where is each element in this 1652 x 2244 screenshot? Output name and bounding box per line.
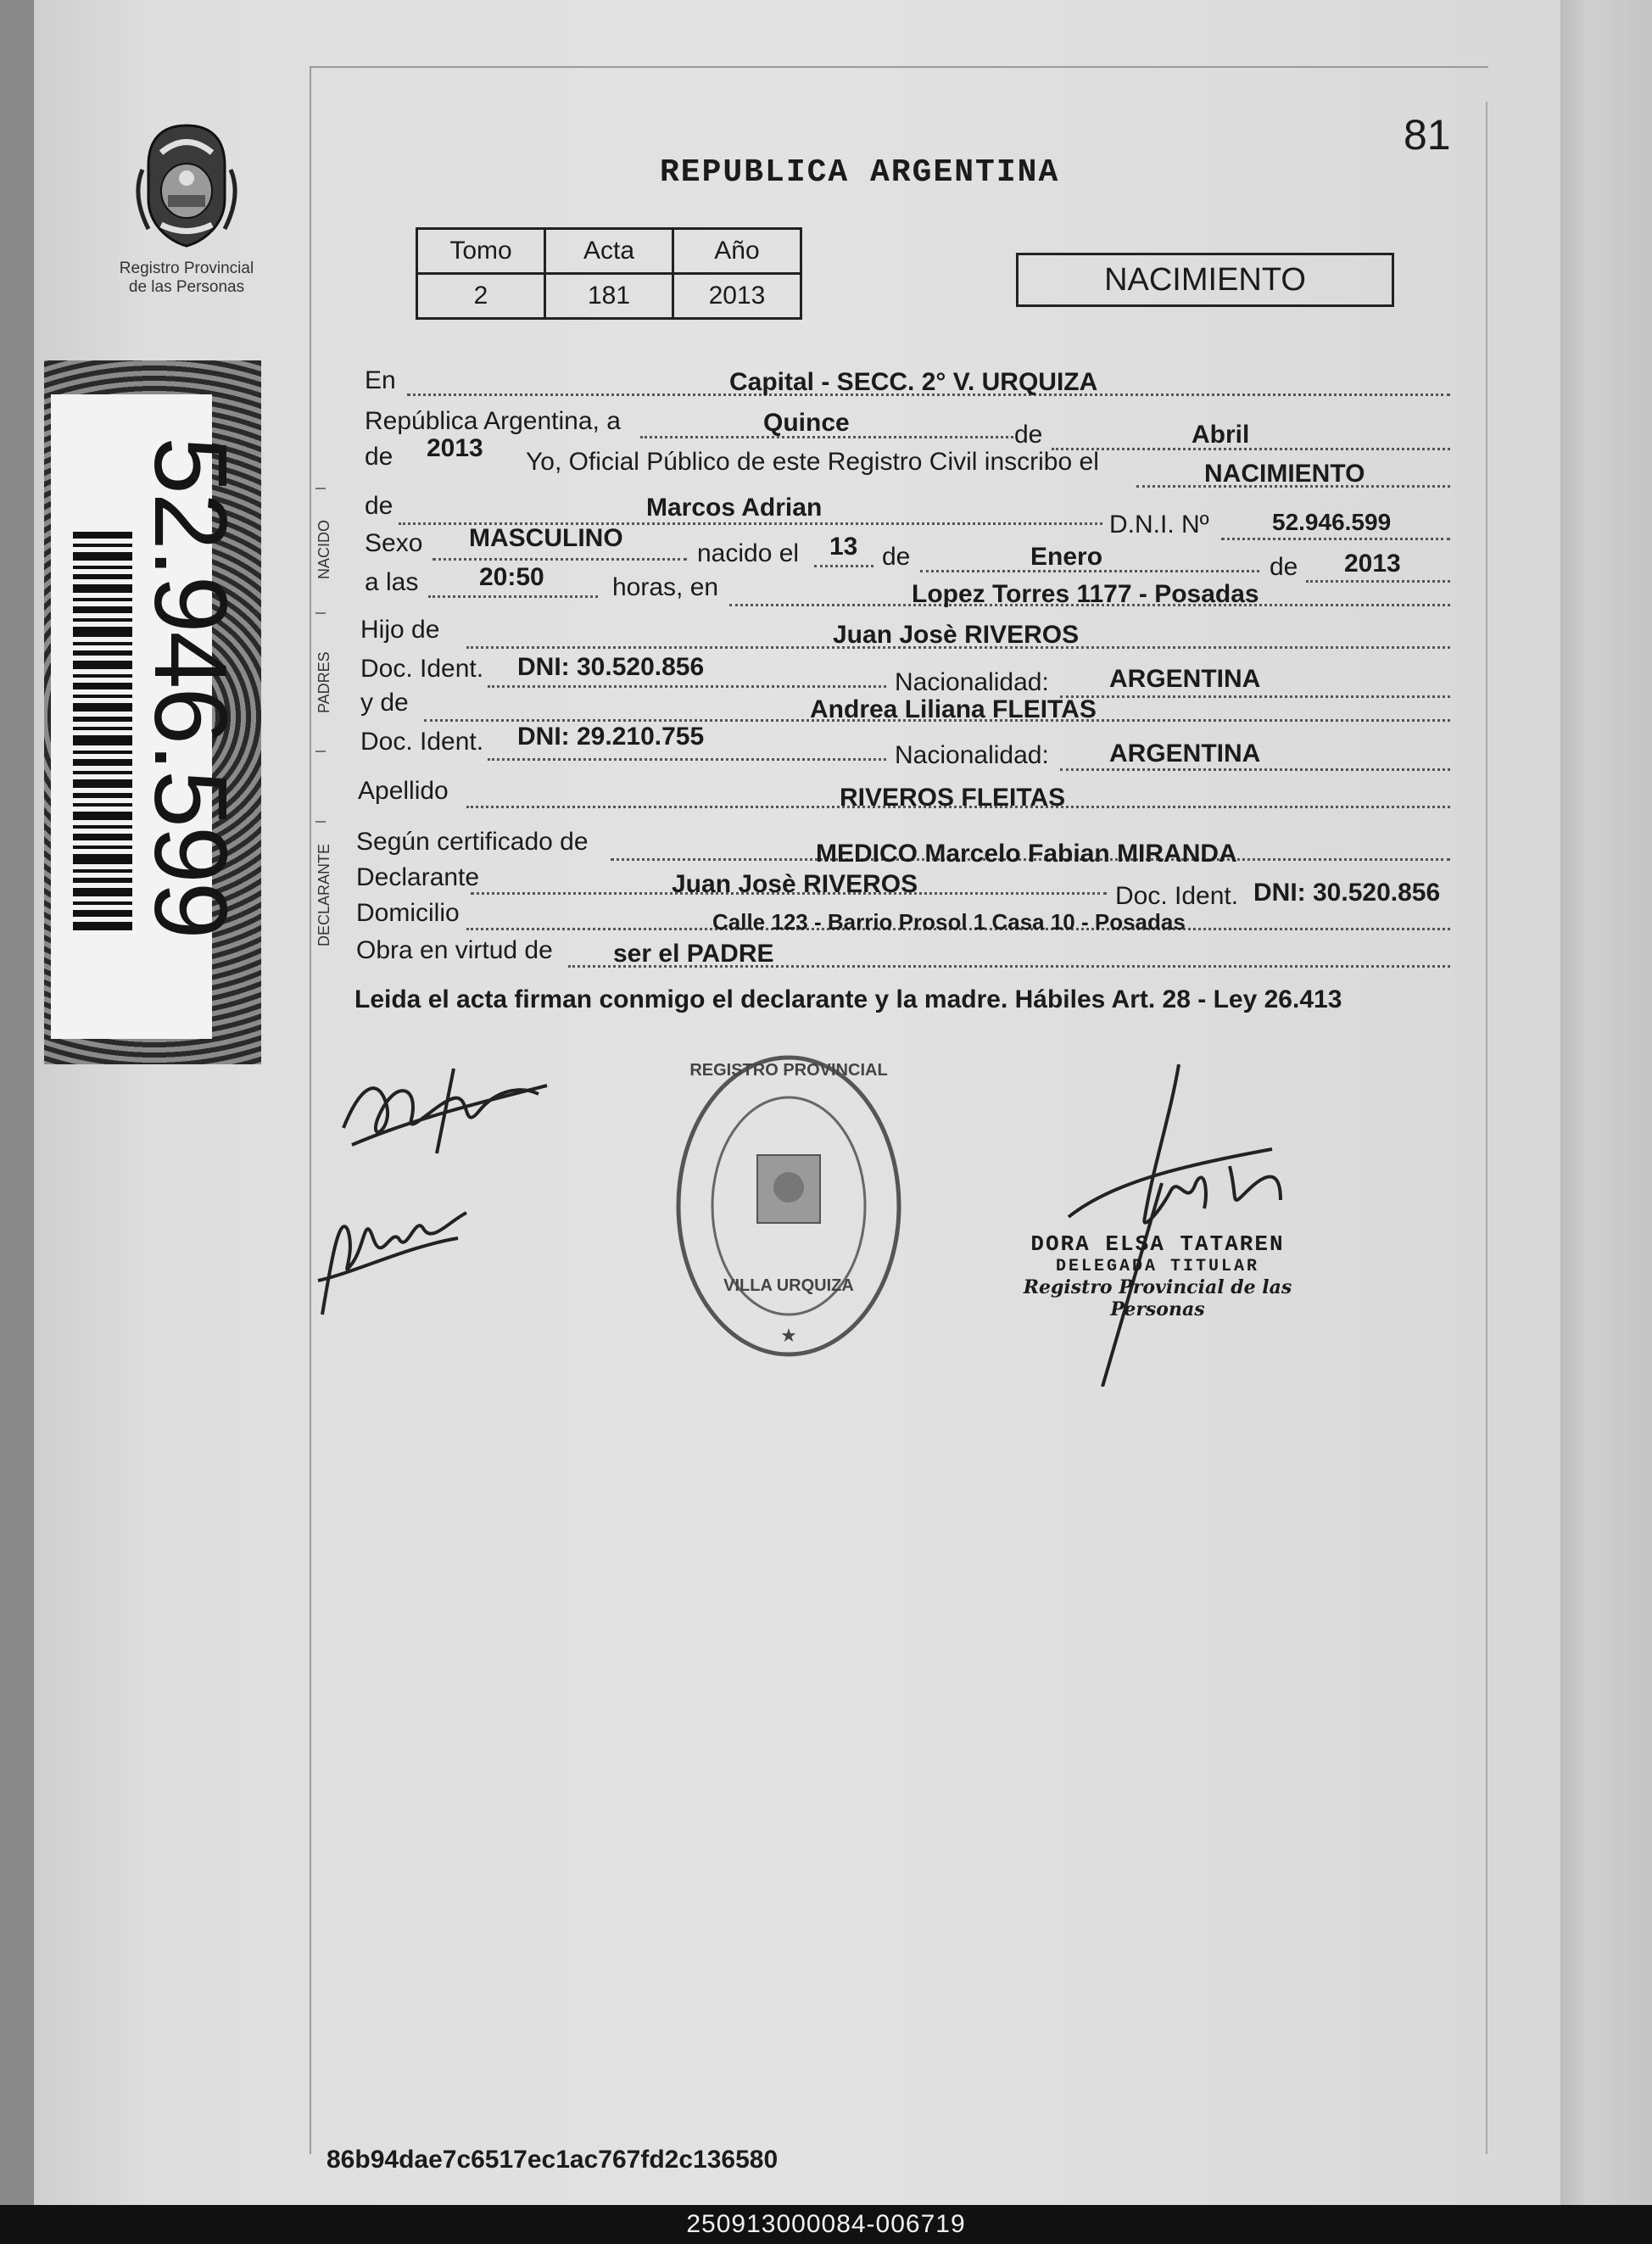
- label-doc-ident: Doc. Ident.: [1115, 882, 1239, 910]
- label-hijo-de: Hijo de: [360, 616, 440, 644]
- svg-text:VILLA URQUIZA: VILLA URQUIZA: [723, 1276, 854, 1295]
- value-mother-doc: DNI: 29.210.755: [517, 723, 705, 751]
- province-logo: [102, 119, 271, 314]
- value-birth-year: 2013: [1344, 550, 1401, 578]
- scan-id-bar: [0, 2205, 1652, 2244]
- coat-of-arms-icon: [127, 119, 246, 254]
- record-type-box: NACIMIENTO: [1016, 253, 1394, 307]
- mother-signature: [305, 1179, 475, 1331]
- label-nacionalidad: Nacionalidad:: [895, 668, 1049, 696]
- label-nacionalidad: Nacionalidad:: [895, 741, 1049, 769]
- dotted-line: [1060, 768, 1450, 771]
- value-birth-place: Lopez Torres 1177 - Posadas: [912, 580, 1259, 608]
- value-father: Juan Josè RIVEROS: [833, 621, 1080, 649]
- label-en: En: [365, 366, 396, 394]
- registry-value-anio: 2013: [673, 274, 801, 319]
- label-declarante: Declarante: [356, 863, 480, 891]
- value-birth-time: 20:50: [479, 563, 544, 591]
- svg-text:★: ★: [780, 1325, 797, 1346]
- label-domicilio: Domicilio: [356, 899, 460, 927]
- page-border-right: [1486, 102, 1487, 2154]
- value-place: Capital - SECC. 2° V. URQUIZA: [729, 368, 1098, 396]
- section-label-declarante: DECLARANTE: [315, 843, 332, 946]
- officer-name: DORA ELSA TATAREN: [1030, 1231, 1285, 1257]
- logo-caption: Registro Provincial de las Personas: [119, 260, 254, 296]
- label-y-de: y de: [360, 689, 409, 717]
- barcode-label: [51, 394, 248, 1039]
- label-de: de: [882, 543, 911, 571]
- label-yo: Yo, Oficial Público de este Registro Civil inscribo el: [526, 448, 1099, 476]
- section-separator: [315, 751, 326, 752]
- label-de: de: [365, 492, 393, 520]
- value-father-nationality: ARGENTINA: [1109, 665, 1261, 693]
- page-number: 81: [1404, 111, 1451, 159]
- value-certificate: MEDICO Marcelo Fabian MIRANDA: [816, 840, 1237, 868]
- dotted-line: [1221, 538, 1450, 540]
- label-de: de: [365, 443, 393, 471]
- document-hash: 86b94dae7c6517ec1ac767fd2c136580: [326, 2146, 779, 2174]
- label-de: de: [1014, 421, 1043, 449]
- dotted-line: [1060, 695, 1450, 698]
- barcode-strip: [44, 360, 261, 1064]
- section-separator: [315, 612, 326, 614]
- page-border-left: [310, 68, 311, 2154]
- value-surname: RIVEROS FLEITAS: [840, 784, 1066, 812]
- value-name: Marcos Adrian: [646, 494, 823, 522]
- label-dni-no: D.N.I. Nº: [1109, 511, 1209, 539]
- label-segun: Según certificado de: [356, 828, 589, 856]
- value-birth-month: Enero: [1030, 543, 1103, 571]
- dotted-line: [1306, 580, 1450, 583]
- value-declarant-doc: DNI: 30.520.856: [1253, 879, 1441, 907]
- value-sex: MASCULINO: [469, 524, 623, 552]
- section-label-nacido: NACIDO: [315, 519, 332, 579]
- section-separator: [315, 488, 326, 489]
- official-seal: [666, 1045, 912, 1367]
- label-apellido: Apellido: [358, 777, 449, 805]
- label-sexo: Sexo: [365, 529, 423, 557]
- barcode-number: 52.946.599: [133, 437, 248, 938]
- registry-header-acta: Acta: [545, 229, 673, 274]
- value-dni: 52.946.599: [1272, 509, 1392, 535]
- label-de: de: [1270, 553, 1298, 581]
- registry-value-tomo: 2: [417, 274, 545, 319]
- dotted-line: [488, 758, 886, 761]
- barcode-icon: [73, 532, 132, 930]
- closing-statement: Leida el acta firman conmigo el declarante y la madre. Hábiles Art. 28 - Ley 26.413: [354, 985, 1342, 1013]
- value-reg-day: Quince: [763, 409, 850, 437]
- book-binding: [0, 0, 34, 2205]
- page-border-top: [310, 66, 1488, 68]
- dotted-line: [814, 565, 873, 567]
- value-birth-day: 13: [829, 533, 858, 561]
- value-mother-nationality: ARGENTINA: [1109, 740, 1261, 768]
- officer-block: [1013, 1231, 1302, 1320]
- value-reg-year: 2013: [427, 434, 483, 462]
- dotted-line: [433, 558, 687, 561]
- label-doc-ident: Doc. Ident.: [360, 655, 484, 683]
- value-by-virtue: ser el PADRE: [613, 940, 774, 968]
- value-mother: Andrea Liliana FLEITAS: [810, 695, 1097, 723]
- officer-role: DELEGADA TITULAR: [1055, 1257, 1260, 1276]
- officer-org: Registro Provincial de las Personas: [1023, 1276, 1292, 1320]
- country-title: REPUBLICA ARGENTINA: [660, 154, 1060, 191]
- section-label-padres: PADRES: [315, 651, 332, 714]
- registry-header-anio: Año: [673, 229, 801, 274]
- dotted-line: [488, 685, 886, 688]
- label-nacido-el: nacido el: [697, 539, 800, 567]
- value-event: NACIMIENTO: [1204, 460, 1365, 488]
- registry-header-tomo: Tomo: [417, 229, 545, 274]
- section-separator: [315, 821, 326, 823]
- label-republica: República Argentina, a: [365, 407, 621, 435]
- label-obra: Obra en virtud de: [356, 936, 553, 964]
- dotted-line: [1052, 448, 1450, 450]
- svg-text:REGISTRO PROVINCIAL: REGISTRO PROVINCIAL: [689, 1061, 888, 1080]
- value-reg-month: Abril: [1192, 421, 1250, 449]
- registry-value-acta: 181: [545, 274, 673, 319]
- page-edges: [1560, 0, 1652, 2205]
- value-address: Calle 123 - Barrio Prosol 1 Casa 10 - Posadas: [712, 909, 1186, 935]
- dotted-line: [428, 595, 598, 598]
- registry-table: [416, 227, 802, 320]
- label-doc-ident: Doc. Ident.: [360, 728, 484, 756]
- declarant-signature: [326, 1052, 564, 1170]
- value-father-doc: DNI: 30.520.856: [517, 653, 705, 681]
- scan-id: 250913000084-006719: [686, 2210, 966, 2238]
- label-a-las: a las: [365, 568, 419, 596]
- label-horas-en: horas, en: [612, 573, 719, 601]
- officer-signature: [1060, 1064, 1331, 1387]
- value-declarant: Juan Josè RIVEROS: [672, 870, 918, 898]
